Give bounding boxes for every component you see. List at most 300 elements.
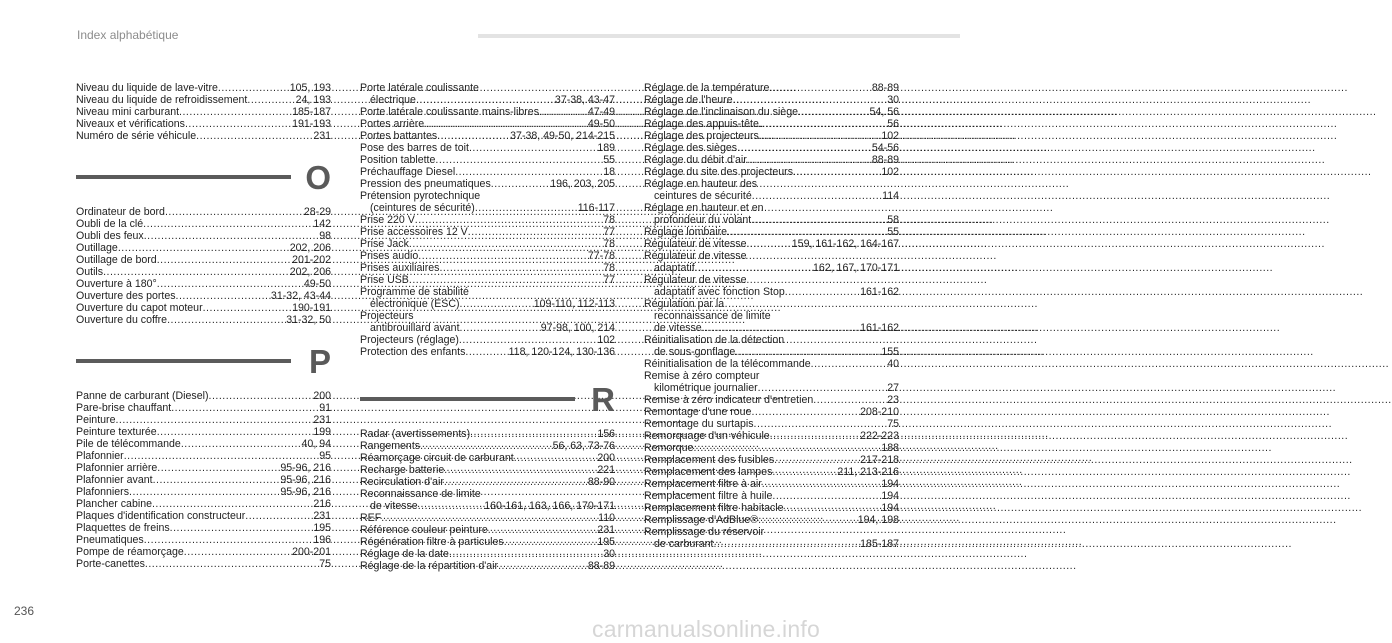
index-entry	[644, 490, 899, 502]
leader-dots	[772, 466, 837, 478]
leader-dots	[184, 546, 292, 558]
index-entry	[644, 418, 899, 430]
index-entry	[644, 262, 899, 274]
index-entry	[360, 500, 615, 512]
entry-pages: 75	[319, 558, 331, 570]
index-entry	[360, 130, 615, 142]
leader-dots	[409, 238, 603, 250]
index-entry	[644, 142, 899, 154]
index-entry	[76, 414, 331, 426]
entry-label: Prise Jack	[360, 238, 409, 250]
index-entry	[360, 118, 615, 130]
leader-dots	[460, 298, 534, 310]
index-entry	[360, 322, 615, 334]
leader-dots	[460, 322, 541, 334]
entry-label: de vitesse	[370, 500, 418, 512]
entry-label: Oubli des feux	[76, 230, 144, 242]
leader-dots	[424, 118, 588, 130]
letter-p: P	[308, 343, 331, 380]
entry-label: de vitesse	[654, 322, 702, 334]
entry-label: Projecteurs	[360, 310, 414, 322]
entry-label: Outillage de bord	[76, 254, 157, 266]
entry-label: Position tablette	[360, 154, 436, 166]
index-entry	[76, 438, 331, 450]
leader-dots	[153, 474, 281, 486]
entry-label: adaptatif avec fonction Stop	[654, 286, 785, 298]
entry-label: kilométrique journalier	[654, 382, 758, 394]
entry-label: Plancher cabine	[76, 498, 152, 510]
index-entry	[360, 476, 615, 488]
entry-pages: 31-32, 43-44	[270, 290, 331, 302]
index-entry	[76, 522, 331, 534]
letter-heading-p	[76, 342, 331, 390]
entry-pages: 102	[881, 130, 899, 142]
entry-label: Panne de carburant (Diesel)	[76, 390, 209, 402]
entry-label: Régulateur de vitesse	[644, 250, 747, 262]
section-title: Index alphabétique	[77, 28, 179, 42]
leader-dots	[751, 214, 887, 226]
entry-label: Portes arrière	[360, 118, 425, 130]
leader-dots	[813, 394, 887, 406]
index-entry	[360, 262, 615, 274]
index-column-3	[644, 82, 899, 550]
index-entry	[644, 514, 899, 526]
entry-label: adaptatif	[654, 262, 695, 274]
entry-pages: 30	[603, 548, 615, 560]
entry-label: Remplissage du réservoir	[644, 526, 765, 538]
index-entry	[360, 440, 615, 452]
entry-pages: 195	[597, 536, 615, 548]
entry-label: Plafonnier avant	[76, 474, 153, 486]
entry-label: Numéro de série véhicule	[76, 130, 197, 142]
index-entry	[360, 298, 615, 310]
leader-dots	[165, 206, 304, 218]
entry-pages: 95	[319, 450, 331, 462]
leader-dots	[179, 106, 292, 118]
entry-label: Niveau du liquide de lave-vitre	[76, 82, 218, 94]
leader-dots	[435, 154, 603, 166]
index-entry	[76, 230, 331, 242]
entry-pages: 231	[597, 524, 615, 536]
entry-pages: 98	[319, 230, 331, 242]
entry-pages: 78	[603, 238, 615, 250]
index-entry	[360, 334, 615, 346]
entry-label: Régulateur de vitesse	[644, 274, 747, 286]
index-entry	[644, 82, 899, 94]
entry-pages: 95-96, 216	[280, 462, 331, 474]
leader-dots	[181, 438, 302, 450]
index-entry	[76, 546, 331, 558]
index-entry	[644, 310, 899, 322]
entry-label: Niveau mini carburant	[76, 106, 180, 118]
entry-label: Pile de télécommande	[76, 438, 181, 450]
entry-pages: 77-78	[587, 250, 615, 262]
leader-dots	[774, 454, 860, 466]
entry-pages: 201-202	[292, 254, 331, 266]
index-entry	[644, 502, 899, 514]
entry-label: Prise accessoires 12 V	[360, 226, 468, 238]
index-entry	[360, 82, 615, 94]
index-entry	[360, 274, 615, 286]
index-entry	[76, 390, 331, 402]
index-entry	[644, 178, 899, 190]
index-entry	[76, 266, 331, 278]
index-entry	[76, 302, 331, 314]
entry-label: Réinitialisation de la détection	[644, 334, 785, 346]
index-entry	[76, 314, 331, 326]
entry-label: Réinitialisation de la télécommande	[644, 358, 811, 370]
index-entry	[360, 154, 615, 166]
index-entry	[644, 430, 899, 442]
entry-label: Réglage de la température	[644, 82, 770, 94]
leader-dots	[145, 558, 319, 570]
entry-pages: 156	[597, 428, 615, 440]
index-entry	[644, 538, 899, 550]
entry-group-r-continued	[644, 82, 899, 550]
entry-pages: 88-89	[871, 82, 899, 94]
entry-label: Plaques d'identification constructeur	[76, 510, 246, 522]
leader-dots	[758, 382, 888, 394]
entry-label: Plafonnier arrière	[76, 462, 158, 474]
index-entry	[76, 474, 331, 486]
entry-pages: 31-32, 50	[286, 314, 331, 326]
entry-label: électronique (ESC)	[370, 298, 460, 310]
entry-pages: 56	[887, 118, 899, 130]
index-entry	[644, 190, 899, 202]
entry-label: Prise USB	[360, 274, 409, 286]
index-entry	[644, 298, 899, 310]
entry-label: Prise 220 V	[360, 214, 415, 226]
entry-pages: 185-187	[292, 106, 331, 118]
entry-pages: 54, 56	[869, 106, 899, 118]
entry-label: profondeur du volant	[654, 214, 752, 226]
entry-label: Pompe de réamorçage	[76, 546, 184, 558]
leader-dots	[713, 538, 860, 550]
entry-pages: 27	[887, 382, 899, 394]
entry-label: Radar (avertissements)	[360, 428, 471, 440]
leader-dots	[539, 106, 588, 118]
index-entry	[360, 106, 615, 118]
entry-pages: 47-49	[587, 106, 615, 118]
index-entry	[360, 202, 615, 214]
index-entry	[644, 154, 899, 166]
entry-pages: 190-191	[292, 302, 331, 314]
index-entry	[644, 478, 899, 490]
entry-label: Ouverture du capot moteur	[76, 302, 203, 314]
leader-dots	[420, 440, 552, 452]
leader-dots	[455, 166, 603, 178]
leader-dots	[475, 202, 578, 214]
leader-dots	[693, 442, 881, 454]
entry-pages: 109-110, 112-113	[533, 298, 615, 310]
entry-pages: 222-223	[860, 430, 899, 442]
entry-label: Porte latérale coulissante	[360, 82, 479, 94]
entry-pages: 24, 193	[295, 94, 331, 106]
entry-pages: 194, 198	[857, 514, 899, 526]
leader-dots	[468, 226, 603, 238]
entry-label: Remontage du surtapis	[644, 418, 754, 430]
leader-dots	[752, 190, 882, 202]
entry-pages: 77	[603, 274, 615, 286]
entry-label: Prétension pyrotechnique	[360, 190, 481, 202]
entry-label: Plafonniers	[76, 486, 129, 498]
letter-heading-o	[76, 158, 331, 206]
index-entry	[76, 218, 331, 230]
index-entry	[644, 166, 899, 178]
entry-group-p	[76, 390, 331, 570]
entry-label: Pare-brise chauffant	[76, 402, 172, 414]
index-entry	[644, 334, 899, 346]
entry-label: Peinture texturée	[76, 426, 157, 438]
leader-dots	[129, 486, 280, 498]
leader-dots	[176, 290, 271, 302]
leader-dots	[469, 142, 597, 154]
index-entry	[360, 214, 615, 226]
leader-dots	[209, 390, 314, 402]
index-entry	[644, 106, 899, 118]
entry-label: Ouverture à 180°	[76, 278, 157, 290]
index-entry	[360, 428, 615, 440]
entry-label: Régulation par la	[644, 298, 725, 310]
leader-dots	[759, 118, 887, 130]
index-column-1	[76, 82, 331, 570]
entry-pages: 110	[598, 512, 615, 524]
leader-dots	[416, 94, 555, 106]
entry-label: Remise à zéro compteur	[644, 370, 760, 382]
leader-dots	[758, 514, 858, 526]
leader-dots	[171, 402, 319, 414]
index-entry	[644, 118, 899, 130]
entry-label: Oubli de la clé	[76, 218, 144, 230]
leader-dots	[203, 302, 293, 314]
entry-pages: 217-218	[860, 454, 899, 466]
leader-dots	[735, 346, 881, 358]
entry-label: Portes battantes	[360, 130, 438, 142]
index-entry	[644, 358, 899, 370]
leader-dots	[381, 512, 598, 524]
entry-pages: 56, 63, 73-76	[552, 440, 615, 452]
entry-label: Porte latérale coulissante mains-libres	[360, 106, 539, 118]
entry-label: Remplacement des lampes	[644, 466, 773, 478]
leader-dots	[737, 142, 872, 154]
index-entry	[76, 94, 331, 106]
entry-label: Remplacement des fusibles	[644, 454, 775, 466]
index-entry	[644, 250, 899, 262]
index-entry	[360, 488, 615, 500]
entry-pages: 37-38, 43-47	[554, 94, 615, 106]
index-entry	[76, 278, 331, 290]
leader-dots	[514, 452, 598, 464]
letter-heading-r	[360, 380, 615, 428]
index-entry	[76, 82, 331, 94]
leader-dots	[772, 490, 881, 502]
index-entry	[644, 406, 899, 418]
entry-pages: 191-193	[292, 118, 331, 130]
leader-dots	[144, 230, 319, 242]
entry-pages: 28-29	[303, 206, 331, 218]
index-entry	[360, 536, 615, 548]
leader-dots	[491, 178, 550, 190]
leader-dots	[218, 82, 290, 94]
entry-label: Réglage de l'heure	[644, 94, 733, 106]
entry-label: Ouverture du coffre	[76, 314, 168, 326]
leader-dots	[784, 502, 882, 514]
leader-dots	[418, 500, 485, 512]
leader-dots	[152, 498, 313, 510]
leader-dots	[811, 358, 888, 370]
entry-pages: 216	[313, 498, 331, 510]
entry-pages: 95-96, 216	[280, 474, 331, 486]
entry-pages: 142	[313, 218, 331, 230]
leader-dots	[759, 130, 881, 142]
index-entry	[644, 94, 899, 106]
entry-label: Référence couleur peinture	[360, 524, 488, 536]
entry-label: Outils	[76, 266, 104, 278]
entry-label: Réglage lombaire	[644, 226, 728, 238]
leader-dots	[444, 464, 597, 476]
index-entry	[76, 130, 331, 142]
entry-pages: 194	[881, 490, 899, 502]
entry-pages: 118, 120-124, 130-136	[508, 346, 615, 358]
entry-label: Remplacement filtre à air	[644, 478, 762, 490]
leader-dots	[793, 166, 881, 178]
entry-pages: 196	[313, 534, 331, 546]
entry-label: Réglage en hauteur des	[644, 178, 758, 190]
entry-pages: 78	[603, 262, 615, 274]
entry-label: Régénération filtre à particules	[360, 536, 504, 548]
leader-dots	[115, 414, 313, 426]
index-entry	[644, 214, 899, 226]
entry-label: Niveaux et vérifications	[76, 118, 185, 130]
index-entry	[76, 426, 331, 438]
leader-dots	[465, 346, 508, 358]
entry-pages: 91	[319, 402, 331, 414]
entry-label: reconnaissance de limite	[654, 310, 771, 322]
leader-dots	[437, 130, 510, 142]
index-entry	[76, 486, 331, 498]
entry-pages: 116-117	[577, 202, 615, 214]
entry-pages: 162, 167, 170-171	[812, 262, 899, 274]
index-entry	[360, 94, 615, 106]
index-entry	[76, 242, 331, 254]
entry-pages: 23	[887, 394, 899, 406]
entry-label: Programme de stabilité	[360, 286, 469, 298]
index-entry	[644, 382, 899, 394]
leader-dots	[167, 314, 286, 326]
entry-pages: 102	[597, 334, 615, 346]
index-entry	[76, 498, 331, 510]
letter-o: O	[305, 159, 331, 196]
leader-dots	[762, 478, 882, 490]
entry-pages: 77	[603, 226, 615, 238]
entry-label: (ceintures de sécurité)	[370, 202, 475, 214]
index-entry	[644, 130, 899, 142]
index-entry	[644, 394, 899, 406]
index-entry	[644, 274, 899, 286]
leader-dots	[143, 218, 313, 230]
entry-pages: 18	[603, 166, 615, 178]
entry-label: Remplissage d'AdBlue®	[644, 514, 759, 526]
entry-label: Réglage du débit d'air	[644, 154, 747, 166]
entry-label: Rangements	[360, 440, 421, 452]
entry-pages: 49-50	[303, 278, 331, 290]
leader-dots	[785, 286, 860, 298]
entry-pages: 200-201	[292, 546, 331, 558]
leader-dots	[439, 262, 603, 274]
index-entry	[644, 526, 899, 538]
index-entry	[360, 548, 615, 560]
entry-pages: 160-161, 163, 166, 170-171	[484, 500, 615, 512]
entry-pages: 188	[881, 442, 899, 454]
leader-dots	[695, 262, 813, 274]
index-entry	[360, 512, 615, 524]
letter-r: R	[591, 381, 615, 418]
entry-label: antibrouillard avant	[370, 322, 460, 334]
entry-pages: 114	[882, 190, 899, 202]
entry-label: Réglage en hauteur et en	[644, 202, 764, 214]
letter-bar	[360, 397, 575, 401]
index-entry	[360, 524, 615, 536]
entry-pages: 196, 203, 205	[550, 178, 615, 190]
entry-label: ceintures de sécurité	[654, 190, 752, 202]
leader-dots	[444, 476, 588, 488]
index-entry	[76, 402, 331, 414]
entry-pages: 208-210	[860, 406, 899, 418]
leader-dots	[754, 418, 888, 430]
index-entry	[360, 178, 615, 190]
leader-dots	[185, 118, 292, 130]
index-entry	[360, 190, 615, 202]
entry-label: Protection des enfants	[360, 346, 466, 358]
leader-dots	[103, 266, 290, 278]
index-entry	[76, 254, 331, 266]
entry-pages: 55	[887, 226, 899, 238]
leader-dots	[449, 548, 603, 560]
leader-dots	[157, 278, 304, 290]
entry-label: Peinture	[76, 414, 116, 426]
entry-label: Ouverture des portes	[76, 290, 176, 302]
entry-pages: 75	[887, 418, 899, 430]
entry-label: Outillage	[76, 242, 118, 254]
entry-label: Recharge batterie	[360, 464, 445, 476]
entry-pages: 155	[881, 346, 899, 358]
entry-label: Régulateur de vitesse	[644, 238, 747, 250]
leader-dots	[702, 322, 860, 334]
entry-pages: 95-96, 216	[280, 486, 331, 498]
index-entry	[644, 286, 899, 298]
page-header	[0, 0, 960, 48]
index-entry	[644, 370, 899, 382]
leader-dots	[459, 334, 597, 346]
entry-label: Porte-canettes	[76, 558, 145, 570]
entry-pages: 194	[881, 502, 899, 514]
index-entry	[644, 346, 899, 358]
entry-label: Réamorçage circuit de carburant	[360, 452, 514, 464]
entry-pages: 161-162	[860, 286, 899, 298]
leader-dots	[498, 560, 588, 572]
index-entry	[360, 560, 615, 572]
entry-label: Remise à zéro indicateur d'entretien	[644, 394, 814, 406]
entry-label: Plaquettes de freins	[76, 522, 170, 534]
entry-label: Pose des barres de toit	[360, 142, 469, 154]
index-entry	[76, 510, 331, 522]
leader-dots	[170, 522, 314, 534]
entry-pages: 37-38, 49-50, 214-215	[510, 130, 615, 142]
leader-dots	[770, 430, 860, 442]
leader-dots	[415, 214, 603, 226]
entry-label: Plafonnier	[76, 450, 124, 462]
entry-pages: 88-90	[587, 476, 615, 488]
